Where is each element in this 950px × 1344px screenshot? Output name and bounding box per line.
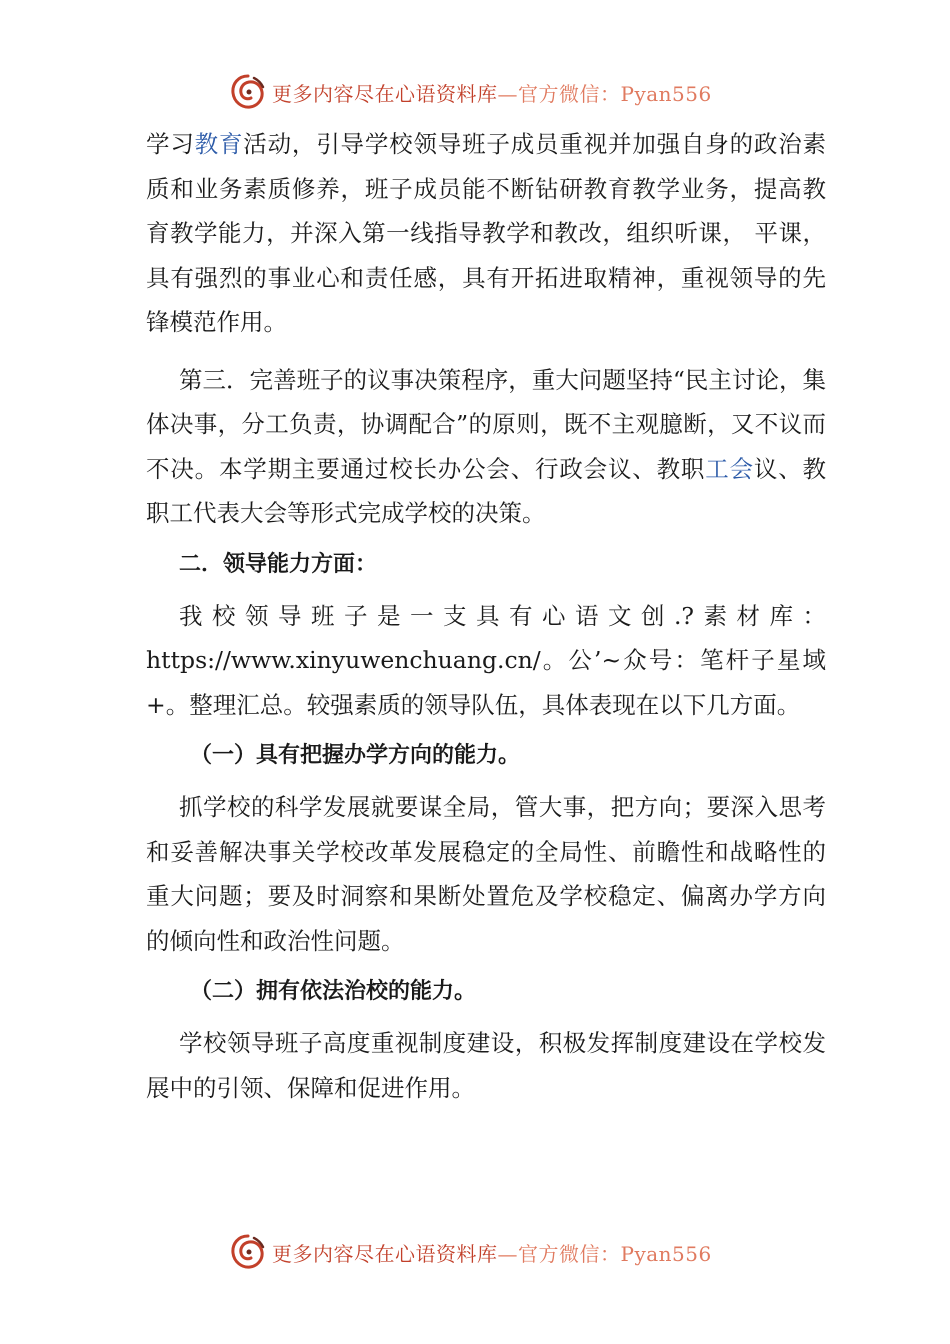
document-body bbox=[146, 122, 826, 1110]
swirl-logo-icon bbox=[228, 72, 268, 112]
subheading-2: （二）拥有依法治校的能力。 bbox=[190, 979, 477, 1004]
paragraph-3: 我校领导班子是一支具有心语文创.?素材库：https://www.xinyuwenchuang.cn/。公’~众号：笔杆子星域+。整理汇总。较强素质的领导队伍，具体表现在以下几方面。 bbox=[146, 601, 826, 719]
paragraph-1: 学习教育活动，引导学校领导班子成员重视并加强自身的政治素质和业务素质修养，班子成员能不断钻研教育教学业务，提高教育教学能力，并深入第一线指导教学和教改，组织听课， 平课，具有强烈的事业心和责任感，具有开拓进取精神，重视领导的先锋模范作用。 bbox=[146, 130, 827, 336]
banner-text: 更多内容尽在心语资料库—官方微信：Pyan556 bbox=[272, 81, 712, 106]
link-jiaoyu[interactable]: 教育 bbox=[194, 130, 244, 158]
section-heading: 二．领导能力方面： bbox=[179, 551, 378, 577]
link-gonghui[interactable]: 工会 bbox=[705, 454, 754, 483]
subheading-1: （一）具有把握办学方向的能力。 bbox=[190, 743, 521, 768]
paragraph-2: 第三．完善班子的议事决策程序，重大问题坚持“民主讨论，集体决事，分工负责，协调配合”的原则，既不主观臆断，又不议而不决。本学期主要通过校长办公会、行政会议、教职工会议、教职工代表大会等形式完成学校的决策。 bbox=[146, 365, 827, 527]
banner-text: 更多内容尽在心语资料库—官方微信：Pyan556 bbox=[272, 1241, 712, 1266]
paragraph-5: 学校领导班子高度重视制度建设，积极发挥制度建设在学校发展中的引领、保障和促进作用。 bbox=[146, 1029, 826, 1102]
swirl-logo-icon bbox=[228, 1232, 268, 1272]
header-banner bbox=[228, 72, 728, 112]
footer-banner bbox=[228, 1232, 728, 1272]
paragraph-4: 抓学校的科学发展就要谋全局，管大事，把方向；要深入思考和妥善解决事关学校改革发展稳定的全局性、前瞻性和战略性的重大问题；要及时洞察和果断处置危及学校稳定、偏离办学方向的倾向性和政治性问题。 bbox=[146, 793, 826, 955]
